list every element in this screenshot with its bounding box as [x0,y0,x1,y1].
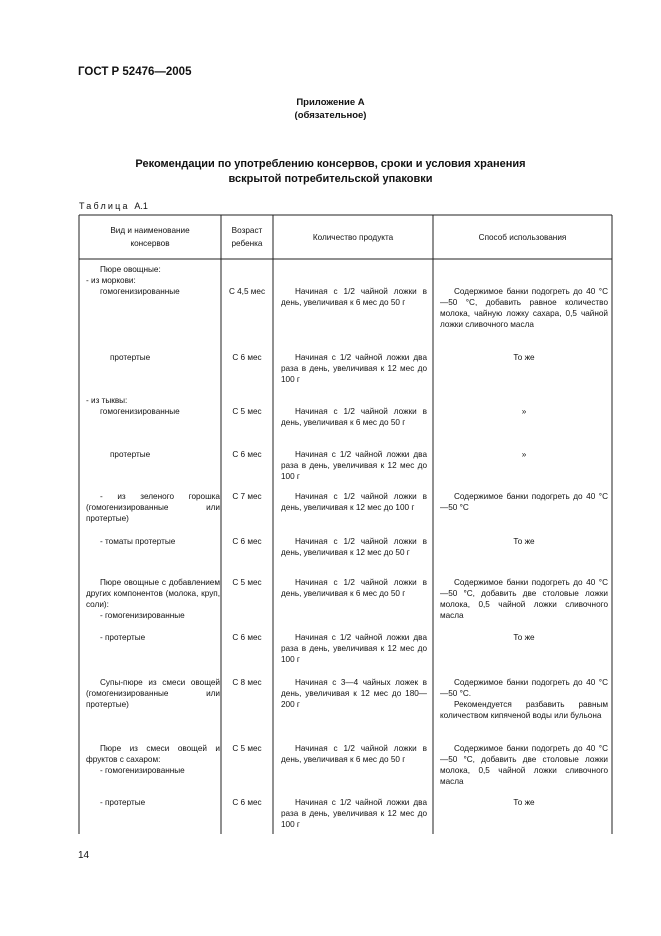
table-row-3-usage: » [521,407,527,416]
table-row-5-age: С 7 мес [232,492,262,501]
table-row-11-usage: То же [513,798,535,807]
table-caption [79,201,148,211]
row-1-product-line-1: Пюре овощные: [100,265,161,274]
row-10-product-line-2: - гомогенизированные [100,766,185,775]
table-row-5-product: - из зеленого горошка (гомогенизированные или протертые) [86,492,220,523]
table-row-9-usage [440,677,608,721]
row-10-product-line-1: Пюре из смеси овощей и фруктов с сахаром: [86,744,220,764]
table-row-2-age: С 6 мес [232,353,262,362]
table-header-type [80,216,220,258]
table-row-6-quantity: Начиная с 1/2 чайной ложки в день, увеличивая к 12 мес до 50 г [281,537,427,557]
row-3-product-line-1: - из тыквы: [86,396,128,405]
table-row-7-product [86,577,220,621]
table-header-age-line-1: Возраст [231,226,263,235]
table-row-5-usage: Содержимое банки подогреть до 40 °С—50 °С [440,492,608,512]
table-row-6-usage: То же [513,537,535,546]
table-row-3-age: С 5 мес [232,407,262,416]
table-row-7-age: С 5 мес [232,578,262,587]
table-row-6-product: - томаты протертые [100,537,176,546]
table-header-age [222,216,272,258]
table-header-age-line-2: ребенка [231,239,263,248]
table-header-usage-text: Способ использования [478,232,567,242]
table-row-8-product: - протертые [100,633,146,642]
table-row-8-age: С 6 мес [232,633,262,642]
table-caption-number: А.1 [134,201,148,211]
table-row-1-age: С 4,5 мес [228,287,266,296]
row-1-product-line-2: - из моркови: [86,276,136,285]
table-header-usage [434,216,611,258]
table-row-7-usage: Содержимое банки подогреть до 40 °С—50 °С, добавить две столовые ложки молока, 0,5 чайной ложки сливочного масла [440,578,608,620]
page-number: 14 [78,850,90,861]
row-3-product-line-2: гомогенизированные [100,407,180,416]
table-row-11-age: С 6 мес [232,798,262,807]
table-row-8-quantity: Начиная с 1/2 чайной ложки два раза в день, увеличивая к 12 мес до 100 г [281,633,427,664]
row-1-product-line-3: гомогенизированные [100,287,180,296]
table-row-10-product [86,743,220,776]
table-row-1-usage: Содержимое банки подогреть до 40 °С—50 °С, добавить равное количество молока, чайную ложку сахара, 0,5 чайной ложки сливочного масла [440,287,608,329]
table-row-10-usage: Содержимое банки подогреть до 40 °С—50 °С, добавить две столовые ложки молока, 0,5 чайной ложки сливочного масла [440,744,608,786]
table-header-type-line-1: Вид и наименование [110,226,190,235]
row-7-product-line-1: Пюре овощные с добавлением других компонентов (молока, круп, соли): [86,578,220,609]
table-row-11-quantity: Начиная с 1/2 чайной ложки два раза в день, увеличивая к 12 мес до 100 г [281,798,427,829]
document-standard-number: ГОСТ Р 52476—2005 [78,66,192,78]
table-row-5-quantity: Начиная с 1/2 чайной ложки в день, увеличивая к 12 мес до 100 г [281,492,427,512]
table-row-9-quantity: Начиная с 3—4 чайных ложек в день, увеличивая к 12 мес до 180—200 г [281,678,427,709]
table-row-7-quantity: Начиная с 1/2 чайной ложки в день, увеличивая к 6 мес до 50 г [281,578,427,598]
table-row-6-age: С 6 мес [232,537,262,546]
table-row-9-age: С 8 мес [232,678,262,687]
table-header-quantity [274,216,432,258]
table-row-4-age: С 6 мес [232,450,262,459]
table-header-quantity-text: Количество продукта [312,232,394,242]
appendix-title: Приложение А [296,97,365,108]
table-row-8-usage: То же [513,633,535,642]
table-row-2-product: протертые [110,353,151,362]
document-title-line-1: Рекомендации по употреблению консервов, сроки и условия хранения [135,158,526,170]
table-row-2-usage: То же [513,353,535,362]
table-row-3-product [86,395,220,417]
document-title-line-2: вскрытой потребительской упаковки [228,173,433,185]
table-row-9-product: Супы-пюре из смеси овощей (гомогенизированные или протертые) [86,678,220,709]
appendix-status: (обязательное) [294,110,367,121]
table-header-type-line-2: консервов [130,239,170,248]
document-title [0,157,661,187]
table-caption-label: Таблица [79,201,130,211]
table-row-4-product: протертые [110,450,151,459]
table-row-4-quantity: Начиная с 1/2 чайной ложки два раза в день, увеличивая к 12 мес до 100 г [281,450,427,481]
table-row-3-quantity: Начиная с 1/2 чайной ложки в день, увеличивая к 6 мес до 50 г [281,407,427,427]
table-row-11-product: - протертые [100,798,146,807]
table-row-10-quantity: Начиная с 1/2 чайной ложки в день, увеличивая к 6 мес до 50 г [281,744,427,764]
row-7-product-line-2: - гомогенизированные [100,611,185,620]
table-row-1-quantity: Начиная с 1/2 чайной ложки в день, увеличивая к 6 мес до 50 г [281,287,427,307]
appendix-heading [0,96,661,122]
row-9-usage-line-1: Содержимое банки подогреть до 40 °С—50 °С. [440,678,608,698]
table-row-2-quantity: Начиная с 1/2 чайной ложки два раза в день, увеличивая к 12 мес до 100 г [281,353,427,384]
table-row-1-product [86,264,220,297]
row-9-usage-line-2: Рекомендуется разбавить равным количеством кипяченой воды или бульона [440,700,608,720]
table-row-10-age: С 5 мес [232,744,262,753]
table-row-4-usage: » [521,450,527,459]
